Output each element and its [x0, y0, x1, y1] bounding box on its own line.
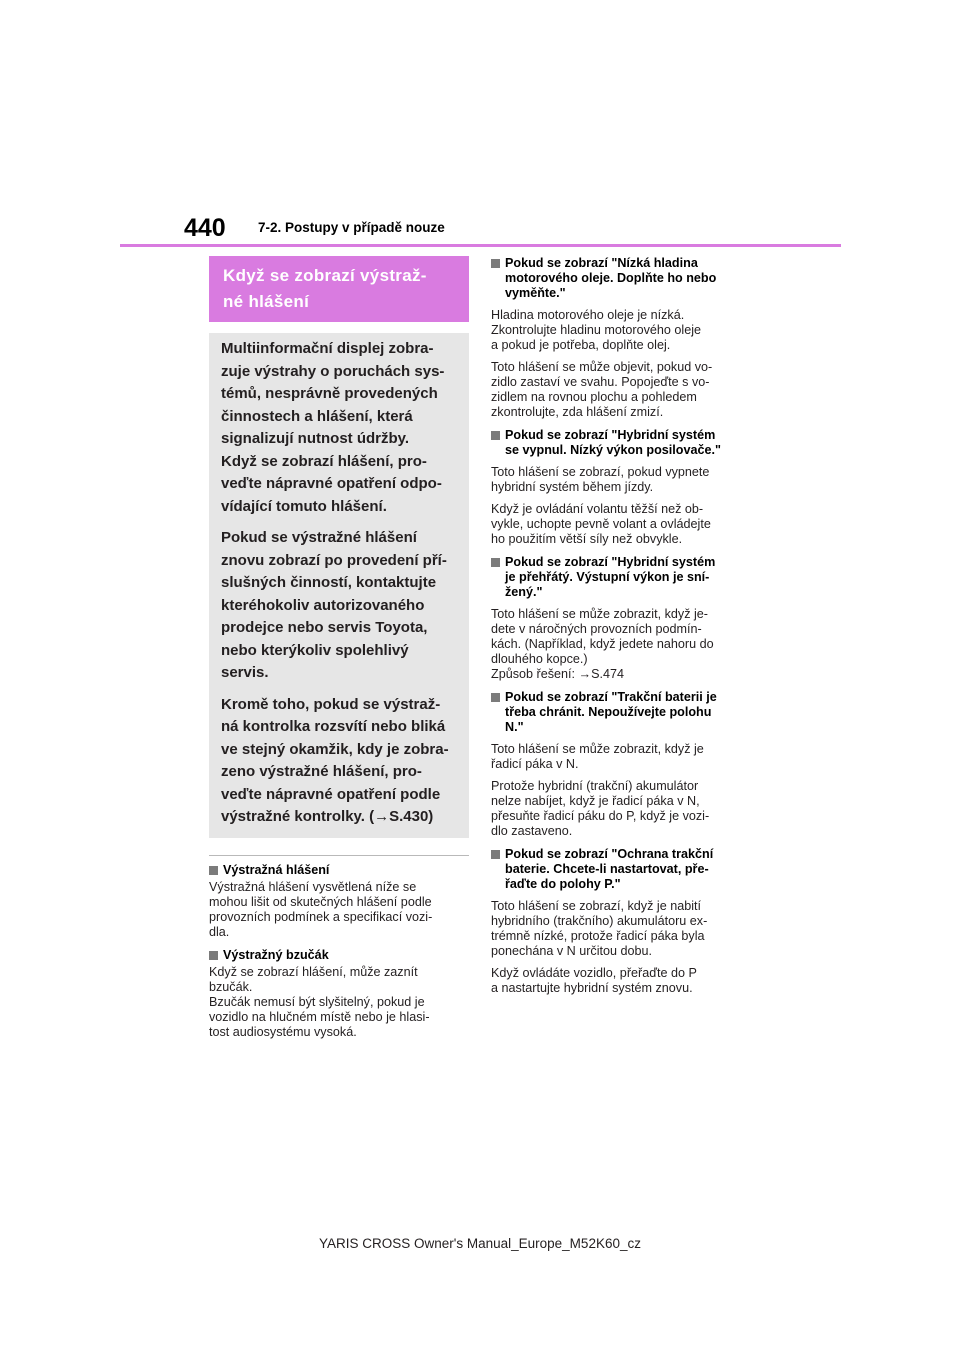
section-heading-text: Pokud se zobrazí "Trakční baterii je třeba chránit. Nepoužívejte polohu N."	[505, 690, 717, 734]
square-bullet-icon	[209, 951, 218, 960]
section-heading	[209, 948, 469, 963]
section-heading	[491, 428, 753, 458]
section-paragraph: Toto hlášení se může zobrazit, když je řadicí páka v N.	[491, 742, 704, 771]
page-number: 440	[184, 214, 226, 242]
square-bullet-icon	[209, 866, 218, 875]
section-heading-text: Pokud se zobrazí "Hybridní systém se vypnul. Nízký výkon posilovače."	[505, 428, 721, 457]
square-bullet-icon	[491, 558, 500, 567]
left-column	[209, 256, 469, 1040]
square-bullet-icon	[491, 259, 500, 268]
section-heading-text: Výstražný bzučák	[223, 947, 329, 962]
section-paragraph: Když je ovládání volantu těžší než ob- vykle, uchopte pevně volant a ovládejte ho použitím větší síly než obvykle.	[491, 502, 711, 546]
message-section	[491, 690, 753, 839]
section-heading	[491, 555, 753, 600]
header-rule	[120, 244, 841, 247]
section-heading	[491, 256, 753, 301]
square-bullet-icon	[491, 850, 500, 859]
divider	[209, 855, 469, 856]
message-section	[491, 847, 753, 996]
info-section	[209, 948, 469, 1040]
section-paragraph: Když se zobrazí hlášení, může zaznít bzučák. Bzučák nemusí být slyšitelný, pokud je vozidlo na hlučném místě nebo je hlasi- tost audiosystému vysoká.	[209, 964, 430, 1039]
message-section	[491, 555, 753, 682]
footer-text: YARIS CROSS Owner's Manual_Europe_M52K60_cz	[319, 1236, 641, 1251]
section-title: 7-2. Postupy v případě nouze	[258, 220, 445, 235]
topic-heading: Když se zobrazí výstraž- né hlášení	[209, 256, 469, 322]
section-paragraph: Když ovládáte vozidlo, přeřaďte do P a nastartujte hybridní systém znovu.	[491, 966, 697, 995]
section-paragraph: Hladina motorového oleje je nízká. Zkontrolujte hladinu motorového oleje a pokud je potřeba, doplňte olej.	[491, 308, 702, 352]
section-heading-text: Pokud se zobrazí "Ochrana trakční baterie. Chcete-li nastartovat, pře- řaďte do polohy P."	[505, 847, 714, 891]
message-section	[491, 428, 753, 547]
section-paragraph: Výstražná hlášení vysvětlená níže se mohou lišit od skutečných hlášení podle provozních podmínek a specifikací vozi- dla.	[209, 879, 433, 939]
right-column	[491, 256, 753, 996]
info-section	[209, 863, 469, 940]
section-heading	[491, 847, 753, 892]
intro-paragraph: Pokud se výstražné hlášení znovu zobrazí po provedení pří- slušných činností, kontaktujte kteréhokoliv autorizovaného prodejce nebo servis Toyota, nebo kterýkoliv spolehlivý servis.	[221, 529, 447, 681]
section-heading	[491, 690, 753, 735]
section-heading	[209, 863, 469, 878]
section-paragraph: Toto hlášení se zobrazí, když je nabití hybridního (trakčního) akumulátoru ex- trémně nízké, protože řadicí páka byla ponechána v N určitou dobu.	[491, 899, 708, 958]
section-paragraph: Toto hlášení se může objevit, pokud vo- zidlo zastaví ve svahu. Popojeďte s vo- zidlem na rovnou plochu a pohledem zkontrolujte, zda hlášení zmizí.	[491, 360, 713, 419]
section-paragraph: Toto hlášení se může zobrazit, když je- dete v náročných provozních podmín- kách. (Například, když jedete nahoru do dlouhého kopce.) Způsob řešení: →S.474	[491, 607, 714, 681]
section-paragraph: Protože hybridní (trakční) akumulátor nelze nabíjet, když je řadicí páka v N, přesuňte řadicí páku do P, když je vozi- dlo zastaveno.	[491, 779, 710, 838]
intro-paragraph: Kromě toho, pokud se výstraž- ná kontrolka rozsvítí nebo bliká ve stejný okamžik, kdy je zobra- zeno výstražné hlášení, pro- veďte nápravné opatření podle výstražné kontrolky. (→S.430)	[221, 695, 449, 825]
section-paragraph: Toto hlášení se zobrazí, pokud vypnete hybridní systém během jízdy.	[491, 465, 710, 494]
section-heading-text: Pokud se zobrazí "Nízká hladina motorového oleje. Doplňte ho nebo vyměňte."	[505, 256, 717, 300]
square-bullet-icon	[491, 693, 500, 702]
intro-box	[209, 333, 469, 838]
section-heading-text: Pokud se zobrazí "Hybridní systém je přehřátý. Výstupní výkon je sní- žený."	[505, 555, 716, 599]
message-section	[491, 256, 753, 420]
intro-paragraph: Multiinformační displej zobra- zuje výstrahy o poruchách sys- témů, nesprávně provedených činnostech a hlášení, která signalizují nutnost údržby. Když se zobrazí hlášení, pro- veďte nápravné opatření odpo- vídající tomuto hlášení.	[221, 340, 445, 515]
square-bullet-icon	[491, 431, 500, 440]
section-heading-text: Výstražná hlášení	[223, 862, 330, 877]
